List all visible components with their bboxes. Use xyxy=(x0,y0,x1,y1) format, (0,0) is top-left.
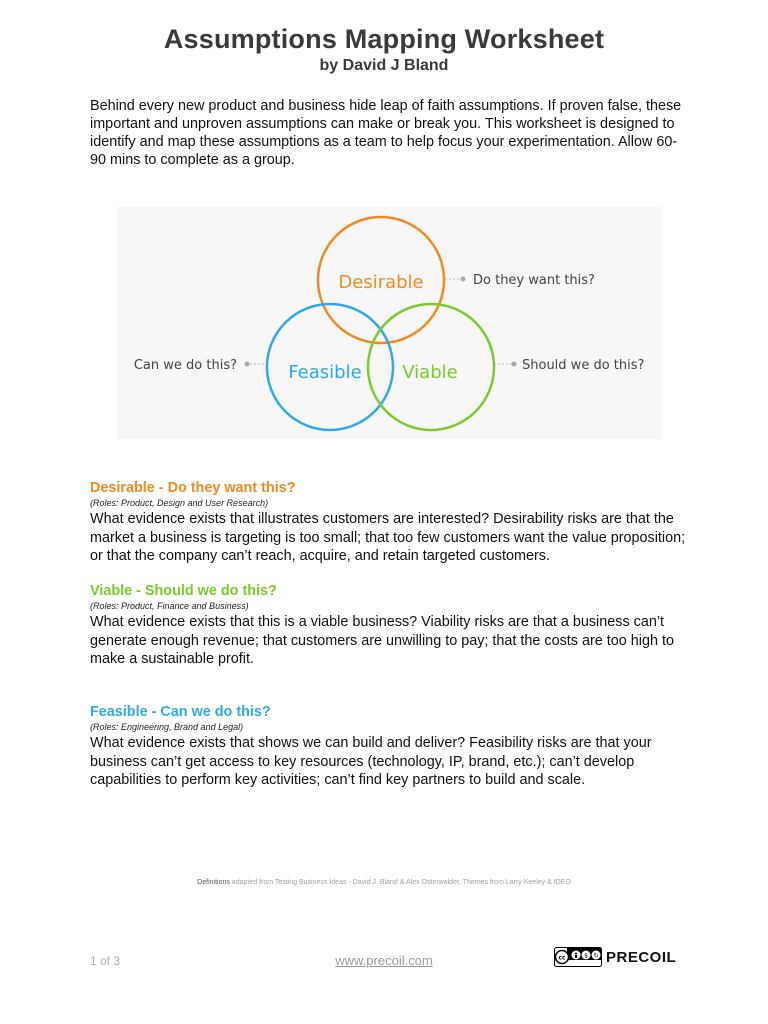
svg-text:$: $ xyxy=(584,952,588,960)
section-body: What evidence exists that shows we can build and deliver? Feasibility risks are that your business can’t get access to key resources (technology, IP, brand, etc.); can’t develop capabilities to perform key activities; can’t find key partners to build and scale. xyxy=(90,735,652,788)
section-roles: (Roles: Product, Finance and Business) xyxy=(90,601,249,611)
svg-text:cc: cc xyxy=(558,954,566,962)
footnote-lead: Definitions xyxy=(197,879,230,886)
page-title: Assumptions Mapping Worksheet xyxy=(163,24,605,54)
section-desirable xyxy=(90,479,690,566)
section-feasible xyxy=(90,703,690,790)
footnote xyxy=(0,879,768,886)
creative-commons-badge-icon xyxy=(554,947,602,967)
page-subtitle: by David J Bland xyxy=(319,57,449,74)
section-body: What evidence exists that illustrates customers are interested? Desirability risks are that the market a business is targeting is too small; that too few customers want the value proposition; or that the company can’t reach, acquire, and retain targeted customers. xyxy=(90,511,686,564)
venn-diagram xyxy=(117,207,662,439)
section-heading: Feasible - Can we do this? xyxy=(90,704,271,720)
svg-text:↻: ↻ xyxy=(593,952,599,960)
viable-connector-dot xyxy=(512,362,517,367)
section-roles: (Roles: Product, Design and User Research) xyxy=(90,498,269,508)
feasible-callout: Can we do this? xyxy=(133,358,237,373)
page-number: 1 of 3 xyxy=(90,954,121,968)
feasible-connector-dot xyxy=(245,362,250,367)
section-heading: Viable - Should we do this? xyxy=(90,583,277,599)
viable-callout: Should we do this? xyxy=(522,358,645,373)
viable-label: Viable xyxy=(402,362,458,383)
brand-footer xyxy=(554,946,676,968)
section-body: What evidence exists that this is a viable business? Viability risks are that a business can’t generate enough revenue; that customers are unwilling to pay; that the costs are too high to make a sustainable profit. xyxy=(90,614,674,667)
website-link[interactable]: www.precoil.com xyxy=(335,953,433,968)
desirable-callout: Do they want this? xyxy=(473,273,595,288)
section-roles: (Roles: Engineering, Brand and Legal) xyxy=(90,722,244,732)
venn-svg xyxy=(117,207,662,439)
footnote-text: adapted from Testing Business Ideas - David J. Bland & Alex Osterwalder, Themes from Larry Keeley & IDEO xyxy=(229,879,571,886)
section-heading: Desirable - Do they want this? xyxy=(90,480,296,496)
desirable-label: Desirable xyxy=(338,272,424,293)
brand-name: PRECOIL xyxy=(606,948,677,966)
intro-paragraph: Behind every new product and business hide leap of faith assumptions. If proven false, these important and unproven assumptions can make or break you. This worksheet is designed to identify and map these assumptions as a team to help focus your experimentation. Allow 60-90 mins to complete as a group. xyxy=(90,98,682,168)
feasible-label: Feasible xyxy=(288,362,362,383)
section-viable xyxy=(90,582,690,669)
desirable-connector-dot xyxy=(461,277,466,282)
